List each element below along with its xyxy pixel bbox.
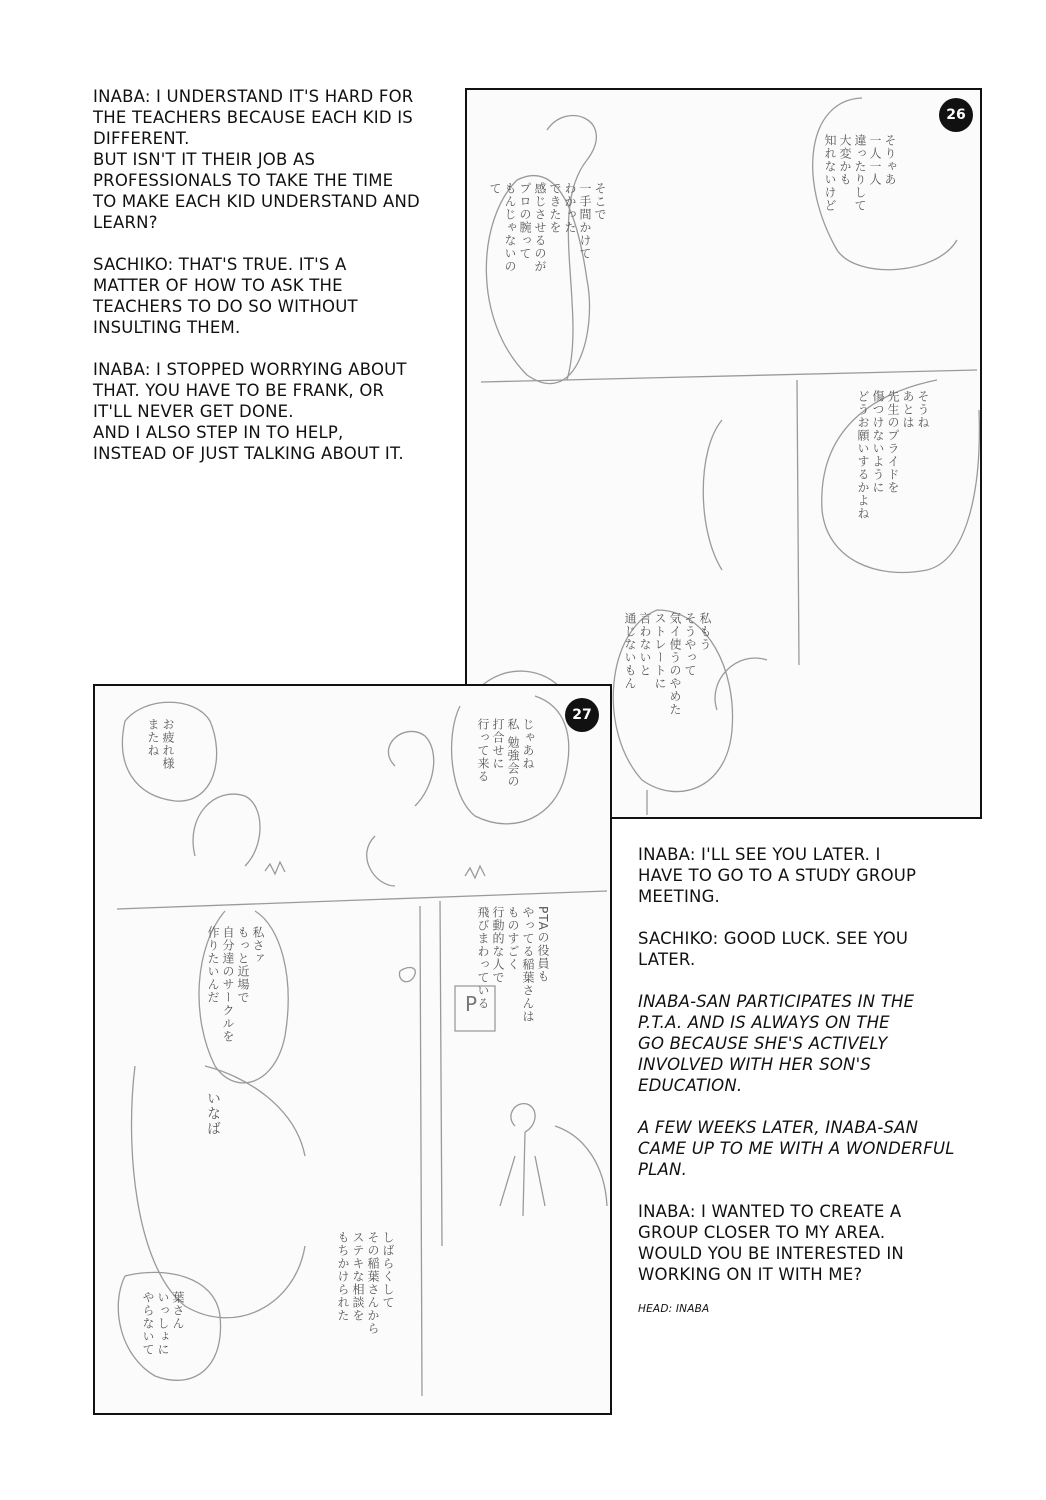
narration-1: INABA-SAN PARTICIPATES IN THE P.T.A. AND IS ALWAYS ON THE GO BECAUSE SHE'S ACTIVELY INVOLVED WITH HER SON'S EDUCATION. <box>638 992 915 1095</box>
panel-27-doodle <box>399 967 415 981</box>
bottom-text-block <box>638 844 1038 1337</box>
panel-27-vertical-line-1 <box>420 906 422 1396</box>
dialogue-inaba-3: INABA: I'LL SEE YOU LATER. I HAVE TO GO TO A STUDY GROUP MEETING. <box>638 845 917 906</box>
panel-27-right-curve <box>555 1126 607 1206</box>
panel-27-bubble-6-text: 葉さん いっしょに やらないて <box>141 1291 185 1356</box>
storyboard-page-27 <box>93 684 612 1415</box>
panel-26-bubble-1-text: そりゃあ 一人一人 違ったりして 大変かも 知れないけど <box>823 134 897 212</box>
dialogue-sachiko-1: SACHIKO: THAT'S TRUE. IT'S A MATTER OF HOW TO ASK THE TEACHERS TO DO SO WITHOUT INSULTING THEM. <box>93 255 358 337</box>
panel-26-vertical-line <box>797 380 799 665</box>
panel-27-figure-head-2 <box>388 731 433 806</box>
panel-27-bubble-3-text: 私さァ もっと近場で 自分達のサークルを 作りたいんだ <box>206 926 265 1043</box>
panel-27-vertical-line-2 <box>440 901 442 1246</box>
panel-27-bubble-7-text: しばらくして その稲葉さんから ステキな相談を もちかけられた <box>336 1231 395 1335</box>
panel-27-small-figure <box>500 1104 545 1216</box>
panel-26-figure-curve-2 <box>715 658 767 710</box>
panel-26-bubble-2-text: そこで 一手間かけて わかった できたを 感じさせるのが プロの腕って もんじゃないの て <box>488 182 607 273</box>
panel-27-crown-1 <box>265 862 285 874</box>
dialogue-inaba-4: INABA: I WANTED TO CREATE A GROUP CLOSER TO MY AREA. WOULD YOU BE INTERESTED IN WORKING ON IT WITH ME? <box>638 1202 904 1284</box>
panel-27-sign-letter: P <box>465 992 478 1016</box>
panel-27-bubble-4-text: PTAの役員も やってる稲葉さんは ものすごく 行動的な人で 飛びまわっている <box>476 906 550 1023</box>
panel-27-figure-head-1 <box>193 794 260 866</box>
dialogue-inaba-1: INABA: I UNDERSTAND IT'S HARD FOR THE TEACHERS BECAUSE EACH KID IS DIFFERENT. BUT ISN'T IT THEIR JOB AS PROFESSIONALS TO TAKE THE TIME TO MAKE EACH KID UNDERSTAND AND LEARN? <box>93 87 420 232</box>
narration-2: A FEW WEEKS LATER, INABA-SAN CAME UP TO ME WITH A WONDERFUL PLAN. <box>638 1118 955 1179</box>
page-number-badge-26: 26 <box>939 98 973 132</box>
credit-line: HEAD: INABA <box>638 1303 710 1315</box>
page-number-badge-27: 27 <box>565 698 599 732</box>
panel-27-crown-2 <box>465 866 485 878</box>
top-text-block <box>93 86 463 485</box>
panel-26-figure-curve <box>703 420 722 570</box>
dialogue-inaba-2: INABA: I STOPPED WORRYING ABOUT THAT. YOU HAVE TO BE FRANK, OR IT'LL NEVER GET DONE. AND I ALSO STEP IN TO HELP, INSTEAD OF JUST TALKING ABOUT IT. <box>93 360 407 463</box>
panel-27-bubble-1-text: お疲れ様 またね <box>146 718 175 770</box>
panel-26-divider <box>481 370 977 382</box>
panel-27-bubble-2-text: じゃあね 私 勉強会の 打合せに 行って来る <box>476 718 535 788</box>
panel-26-bubble-3-text: そうね あとは 先生のプライドを 傷つけないように どうお願いするかよね <box>856 390 930 520</box>
dialogue-sachiko-2: SACHIKO: GOOD LUCK. SEE YOU LATER. <box>638 929 909 969</box>
panel-27-bubble-5-text: いなば <box>205 1091 221 1136</box>
panel-27-figure-shoulder <box>367 836 395 886</box>
panel-26-bubble-4-text: 私もう そうやって 気イ使うのやめた ストレートに 言わないと 通じないもん <box>623 612 712 716</box>
